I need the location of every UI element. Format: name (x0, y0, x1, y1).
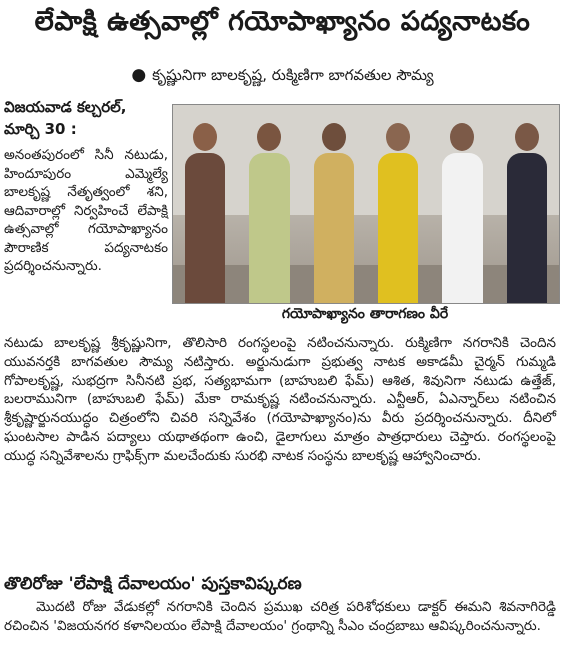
subheadline (0, 65, 565, 88)
headline: లేపాక్షి ఉత్సవాల్లో గయోపాఖ్యానం పద్యనాటకం (34, 6, 531, 37)
photo-person (374, 123, 422, 303)
person-head (386, 123, 410, 151)
person-body (507, 153, 547, 303)
person-head (450, 123, 474, 151)
person-body (249, 153, 289, 303)
section-text: మొదటి రోజు వేడుకల్లో నగరానికి చెందిన ప్రముఖ చరిత్ర పరిశోధకులు డాక్టర్ ఈమని శివనాగిరెడ్డి రచించిన 'విజయనగర కళానిలయం లేపాక్షి దేవాలయం' గ్రంథాన్ని సీఎం చంద్రబాబు ఆవిష్కరించనున్నారు. (4, 599, 556, 634)
person-head (515, 123, 539, 151)
person-body (314, 153, 354, 303)
subheadline-text: కృష్ణునిగా బాలకృష్ణ, రుక్మిణిగా బాగవతుల సౌమ్య (152, 66, 434, 84)
dateline-date: మార్చి 30 : (4, 120, 77, 138)
person-head (257, 123, 281, 151)
photo-person (438, 123, 486, 303)
person-head (193, 123, 217, 151)
photo-person (181, 123, 229, 303)
dateline (4, 96, 172, 140)
photo-wall (173, 105, 559, 215)
person-head (322, 123, 346, 151)
bullet-icon: ● (131, 65, 147, 85)
person-body (378, 153, 418, 303)
section-heading: తొలిరోజు 'లేపాక్షి దేవాలయం' పుస్తకావిష్కరణ (4, 574, 302, 594)
person-body (442, 153, 482, 303)
body-text: నటుడు బాలకృష్ణ శ్రీకృష్ణునిగా, తొలిసారి రంగస్థలంపై నటించనున్నారు. రుక్మిణిగా నగరానికి చెందిన యువనర్తకి బాగవతుల సౌమ్య నటిస్తారు. అర్జునుడుగా ప్రభుత్వ నాటక అకాడమీ చైర్మన్ గుమ్మడి గోపాలకృష్ణ, సుభద్రగా సినీనటి ప్రభ, సత్యభామగా (బాహుబలి ఫేమ్) ఆశిత, శివునిగా నటుడు ఉత్తేజ్, బలరామునిగా (బాహుబలి ఫేమ్) మేకా రామకృష్ణ నటించనున్నారు. ఎన్టీఆర్, ఏఎన్నార్‌లు నటించిన శ్రీకృష్ణార్జునయుద్ధం చిత్రంలోని చివరి సన్నివేశం (గయోపాఖ్యానం)ను వీరు ప్రదర్శించనున్నారు. దీనిలో ఘంటసాల పాడిన పద్యాలు యథాతథంగా ఉంచి, డైలాగులు మాత్రం పాత్రధారులు చెప్తారు. రంగస్థలంపై యుద్ధ సన్నివేశాలను గ్రాఫిక్స్‌గా మలచేందుకు సురభి నాటక సంస్థను బాలకృష్ణ ఆహ్వానించారు. (4, 335, 556, 464)
photo-person (310, 123, 358, 303)
person-body (185, 153, 225, 303)
cast-photo (172, 104, 560, 304)
photo-caption: గయోపాఖ్యానం తారాగణం వీరే (281, 306, 449, 322)
photo-person (503, 123, 551, 303)
dateline-place: విజయవాడ కల్చరల్, (4, 98, 127, 116)
intro-column-text: అనంతపురంలో సినీ నటుడు, హిందూపురం ఎమ్మెల్యే బాలకృష్ణ నేతృత్వంలో శని, ఆదివారాల్లో నిర్వహించే లేపాక్షి ఉత్సవాల్లో గయోపాఖ్యానం పౌరాణిక పద్యనాటకం ప్రదర్శించనున్నారు. (4, 147, 168, 274)
photo-floor (173, 265, 559, 303)
photo-person (245, 123, 293, 303)
